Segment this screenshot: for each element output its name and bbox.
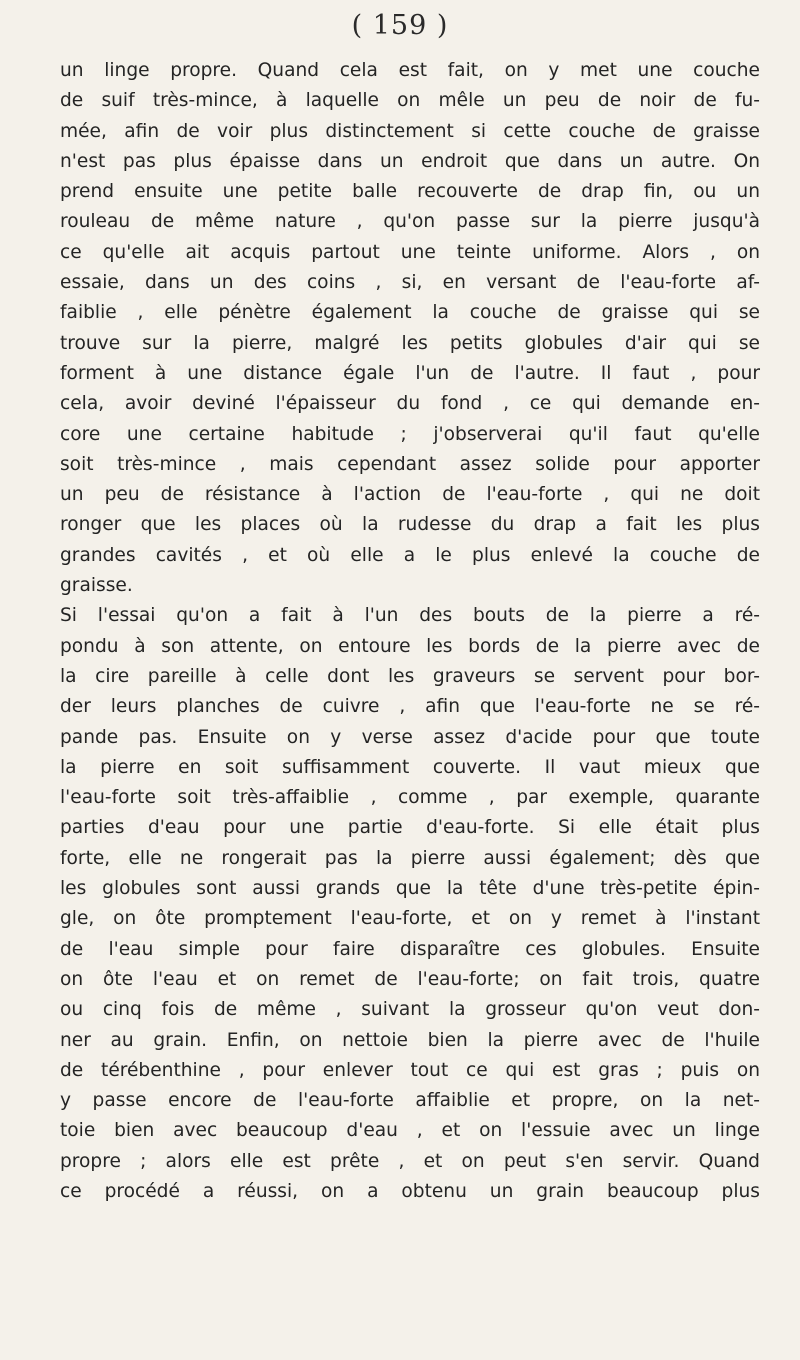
text-line: graisse. (60, 575, 133, 597)
text-line: faiblie , elle pénètre également la couche de graisse qui se (60, 302, 760, 324)
text-line: parties d'eau pour une partie d'eau-forte. Si elle était plus (60, 817, 760, 839)
text-line: pande pas. Ensuite on y verse assez d'acide pour que toute (60, 726, 760, 748)
text-line: pondu à son attente, on entoure les bords de la pierre avec de (60, 635, 760, 657)
text-line: cela, avoir deviné l'épaisseur du fond , ce qui demande en- (60, 393, 760, 415)
text-line: soit très-mince , mais cependant assez solide pour apporter (60, 453, 760, 475)
text-line: grandes cavités , et où elle a le plus enlevé la couche de (60, 544, 760, 566)
text-line: n'est pas plus épaisse dans un endroit que dans un autre. On (60, 150, 760, 172)
text-line: toie bien avec beaucoup d'eau , et on l'essuie avec un linge (60, 1120, 760, 1142)
body-text (60, 56, 760, 1207)
text-line: ce procédé a réussi, on a obtenu un grain beaucoup plus (60, 1180, 760, 1202)
text-line: forment à une distance égale l'un de l'autre. Il faut , pour (60, 362, 760, 384)
text-line: la cire pareille à celle dont les graveurs se servent pour bor- (60, 665, 760, 687)
text-line: forte, elle ne rongerait pas la pierre aussi également; dès que (60, 847, 760, 869)
text-line: ou cinq fois de même , suivant la grosseur qu'on veut don- (60, 999, 760, 1021)
text-line: gle, on ôte promptement l'eau-forte, et on y remet à l'instant (60, 908, 760, 930)
text-line: on ôte l'eau et on remet de l'eau-forte; on fait trois, quatre (60, 968, 760, 990)
text-line: Si l'essai qu'on a fait à l'un des bouts de la pierre a ré- (60, 605, 760, 627)
text-line: un linge propre. Quand cela est fait, on y met une couche (60, 60, 760, 81)
text-line: l'eau-forte soit très-affaiblie , comme , par exemple, quarante (60, 787, 760, 809)
text-line: ronger que les places où la rudesse du drap a fait les plus (60, 514, 760, 536)
text-line: der leurs planches de cuivre , afin que l'eau-forte ne se ré- (60, 696, 760, 718)
text-line: core une certaine habitude ; j'observerai qu'il faut qu'elle (60, 423, 760, 445)
text-line: la pierre en soit suffisamment couverte. Il vaut mieux que (60, 756, 760, 778)
page-number: ( 159 ) (351, 10, 449, 41)
text-line: de suif très-mince, à laquelle on mêle un peu de noir de fu- (60, 90, 760, 112)
text-line: ce qu'elle ait acquis partout une teinte uniforme. Alors , on (60, 241, 760, 263)
text-line: essaie, dans un des coins , si, en versant de l'eau-forte af- (60, 272, 760, 294)
text-line: de térébenthine , pour enlever tout ce qui est gras ; puis on (60, 1059, 760, 1081)
text-line: mée, afin de voir plus distinctement si cette couche de graisse (60, 120, 760, 142)
text-line: ner au grain. Enfin, on nettoie bien la pierre avec de l'huile (60, 1029, 760, 1051)
text-line: de l'eau simple pour faire disparaître ces globules. Ensuite (60, 938, 760, 960)
text-line: propre ; alors elle est prête , et on peut s'en servir. Quand (60, 1150, 760, 1172)
text-line: un peu de résistance à l'action de l'eau-forte , qui ne doit (60, 484, 760, 506)
text-line: rouleau de même nature , qu'on passe sur la pierre jusqu'à (60, 211, 760, 233)
text-line: y passe encore de l'eau-forte affaiblie et propre, on la net- (60, 1090, 760, 1112)
text-line: prend ensuite une petite balle recouverte de drap fin, ou un (60, 181, 760, 203)
text-line: les globules sont aussi grands que la tête d'une très-petite épin- (60, 878, 760, 900)
text-line: trouve sur la pierre, malgré les petits globules d'air qui se (60, 332, 760, 354)
